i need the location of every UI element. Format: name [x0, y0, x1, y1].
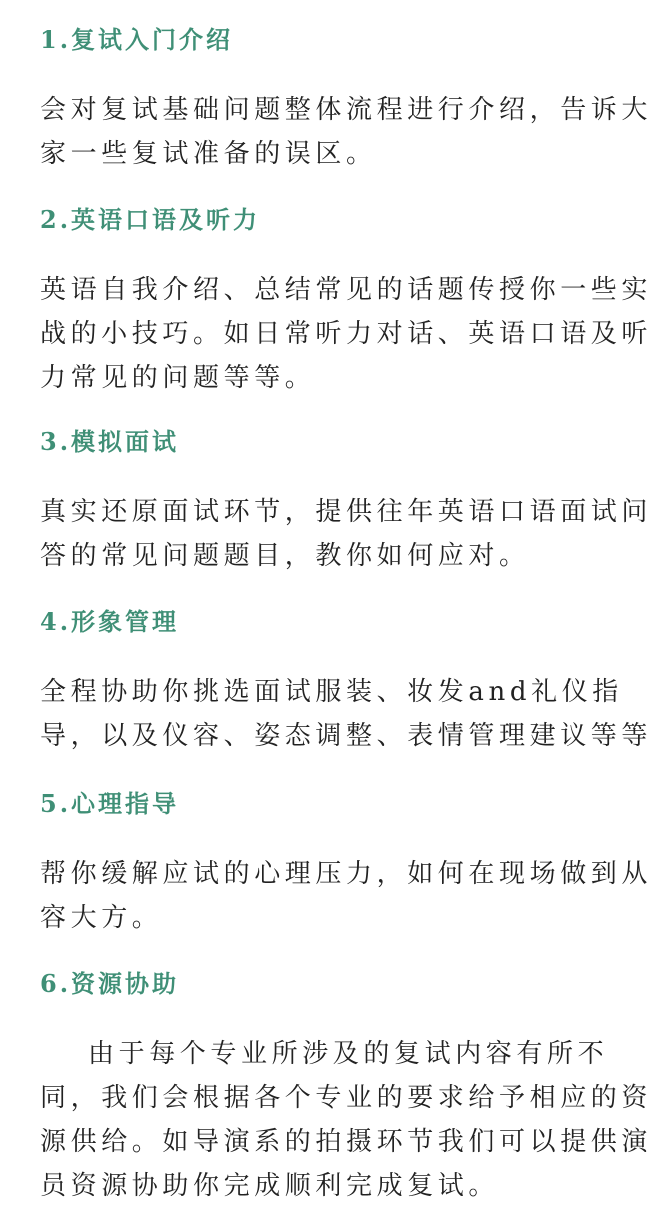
body-line: 同，我们会根据各个专业的要求给予相应的资 [40, 1083, 653, 1113]
body-line: 源供给。如导演系的拍摄环节我们可以提供演 [40, 1127, 653, 1157]
body-line: 英语自我介绍、总结常见的话题传授你一些实 [40, 275, 653, 305]
section-body-mental [40, 852, 653, 940]
section-body-intro [40, 88, 653, 176]
section-heading-mental: 5.心理指导 [40, 789, 180, 818]
section-heading-resources: 6.资源协助 [40, 969, 180, 998]
section-heading-mock-interview: 3.模拟面试 [40, 427, 180, 456]
body-line: 真实还原面试环节，提供往年英语口语面试问 [40, 497, 653, 527]
body-line: 答的常见问题题目，教你如何应对。 [40, 541, 530, 571]
section-heading-english: 2.英语口语及听力 [40, 205, 261, 234]
section-heading-intro: 1.复试入门介绍 [40, 25, 234, 54]
body-line: 力常见的问题等等。 [40, 363, 316, 393]
body-line: 导，以及仪容、姿态调整、表情管理建议等等 [40, 721, 653, 751]
section-body-mock-interview [40, 490, 653, 578]
body-line: 员资源协助你完成顺利完成复试。 [40, 1171, 500, 1201]
body-line: 容大方。 [40, 903, 163, 933]
body-line: 帮你缓解应试的心理压力，如何在现场做到从 [40, 859, 653, 889]
section-body-resources [40, 1032, 653, 1208]
body-line: 战的小技巧。如日常听力对话、英语口语及听 [40, 319, 653, 349]
section-body-english [40, 268, 653, 400]
section-heading-image: 4.形象管理 [40, 607, 180, 636]
body-line: 全程协助你挑选面试服装、妆发and礼仪指 [40, 677, 623, 707]
section-body-image [40, 670, 653, 758]
body-line: 家一些复试准备的误区。 [40, 139, 377, 169]
body-line: 由于每个专业所涉及的复试内容有所不 [88, 1039, 609, 1069]
body-line: 会对复试基础问题整体流程进行介绍，告诉大 [40, 95, 653, 125]
